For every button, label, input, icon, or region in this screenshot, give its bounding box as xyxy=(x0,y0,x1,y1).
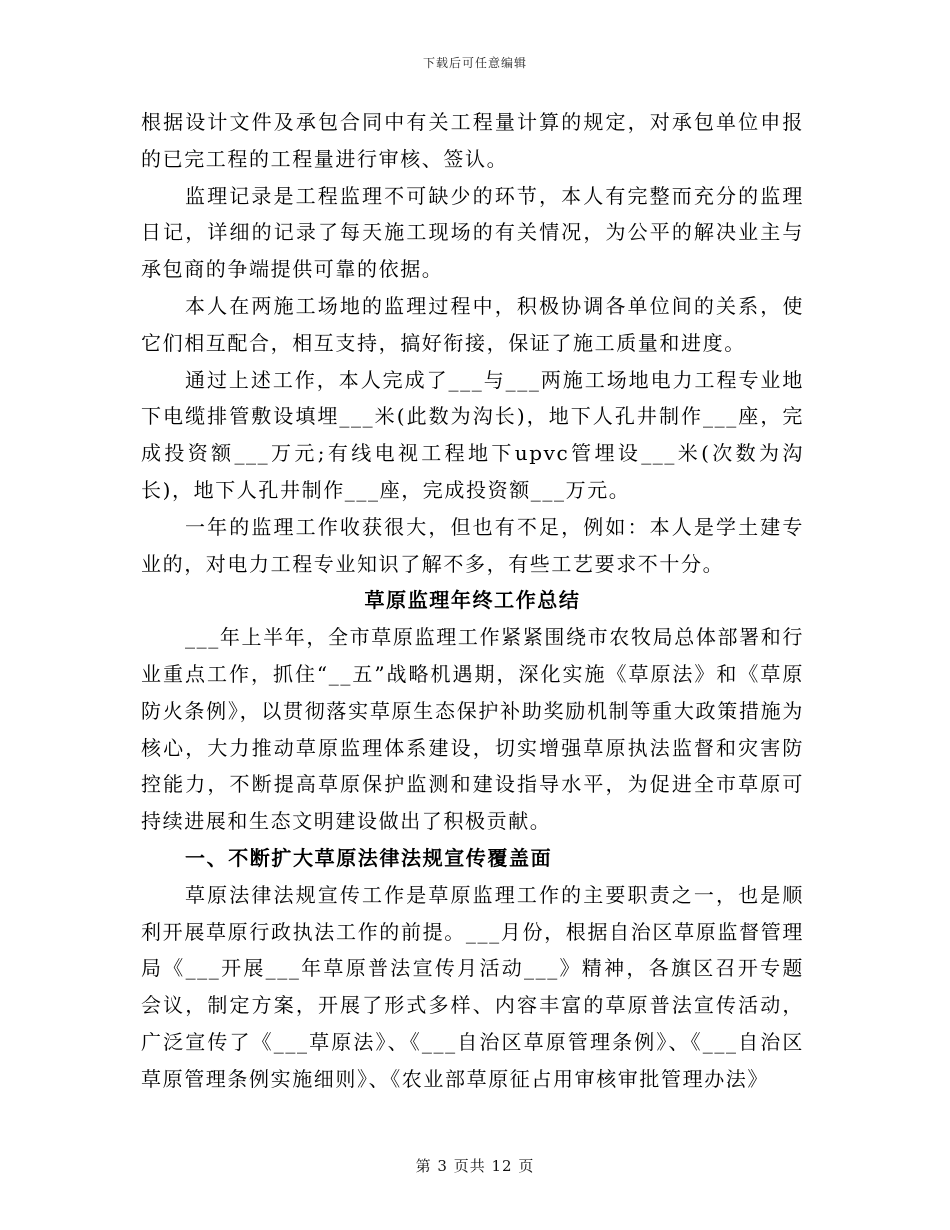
paragraph-supervision-records: 监理记录是工程监理不可缺少的环节，本人有完整而充分的监理日记，详细的记录了每天施工现场的有关情况，为公平的解决业主与承包商的争端提供可靠的依据。 xyxy=(141,183,804,282)
document-body xyxy=(141,104,804,1098)
header-note: 下载后可任意编辑 xyxy=(422,56,527,70)
paragraph-law-publicity: 草原法律法规宣传工作是草原监理工作的主要职责之一，也是顺利开展草原行政执法工作的前提。___月份，根据自治区草原监督管理局《___开展___年草原普法宣传月活动___》精神，各旗区召开专题会议，制定方案，开展了形式多样、内容丰富的草原普法宣传活动，广泛宣传了《___草原法》、《___自治区草原管理条例》、《___自治区草原管理条例实施细则》、《农业部草原征占用审核审批管理办法》 xyxy=(141,882,804,1091)
paragraph-shortcomings: 一年的监理工作收获很大，但也有不足，例如：本人是学土建专业的，对电力工程专业知识了解不多，有些工艺要求不十分。 xyxy=(141,514,804,576)
paragraph-grassland-overview: ___年上半年，全市草原监理工作紧紧围绕市农牧局总体部署和行业重点工作，抓住“__五”战略机遇期，深化实施《草原法》和《草原防火条例》，以贯彻落实草原生态保护补助奖励机制等重大政策措施为核心，大力推动草原监理体系建设，切实增强草原执法监督和灾害防控能力，不断提高草原保护监测和建设指导水平，为促进全市草原可持续进展和生态文明建设做出了积极贡献。 xyxy=(141,625,804,834)
paragraph-quantity-review: 根据设计文件及承包合同中有关工程量计算的规定，对承包单位申报的已完工程的工程量进行审核、签认。 xyxy=(141,110,804,171)
paragraph-work-completed: 通过上述工作，本人完成了___与___两施工场地电力工程专业地下电缆排管敷设填埋___米(此数为沟长)，地下人孔井制作___座，完成投资额___万元;有线电视工程地下upvc管埋设___米(次数为沟长)，地下人孔井制作___座，完成投资额___万元。 xyxy=(141,367,804,502)
paragraph-coordination: 本人在两施工场地的监理过程中，积极协调各单位间的关系，使它们相互配合，相互支持，搞好衔接，保证了施工质量和进度。 xyxy=(141,293,804,355)
section-heading-law-publicity: 一、不断扩大草原法律法规宣传覆盖面 xyxy=(185,845,553,870)
page-number: 第 3 页共 12 页 xyxy=(415,1157,535,1175)
section-title: 草原监理年终工作总结 xyxy=(364,588,581,613)
